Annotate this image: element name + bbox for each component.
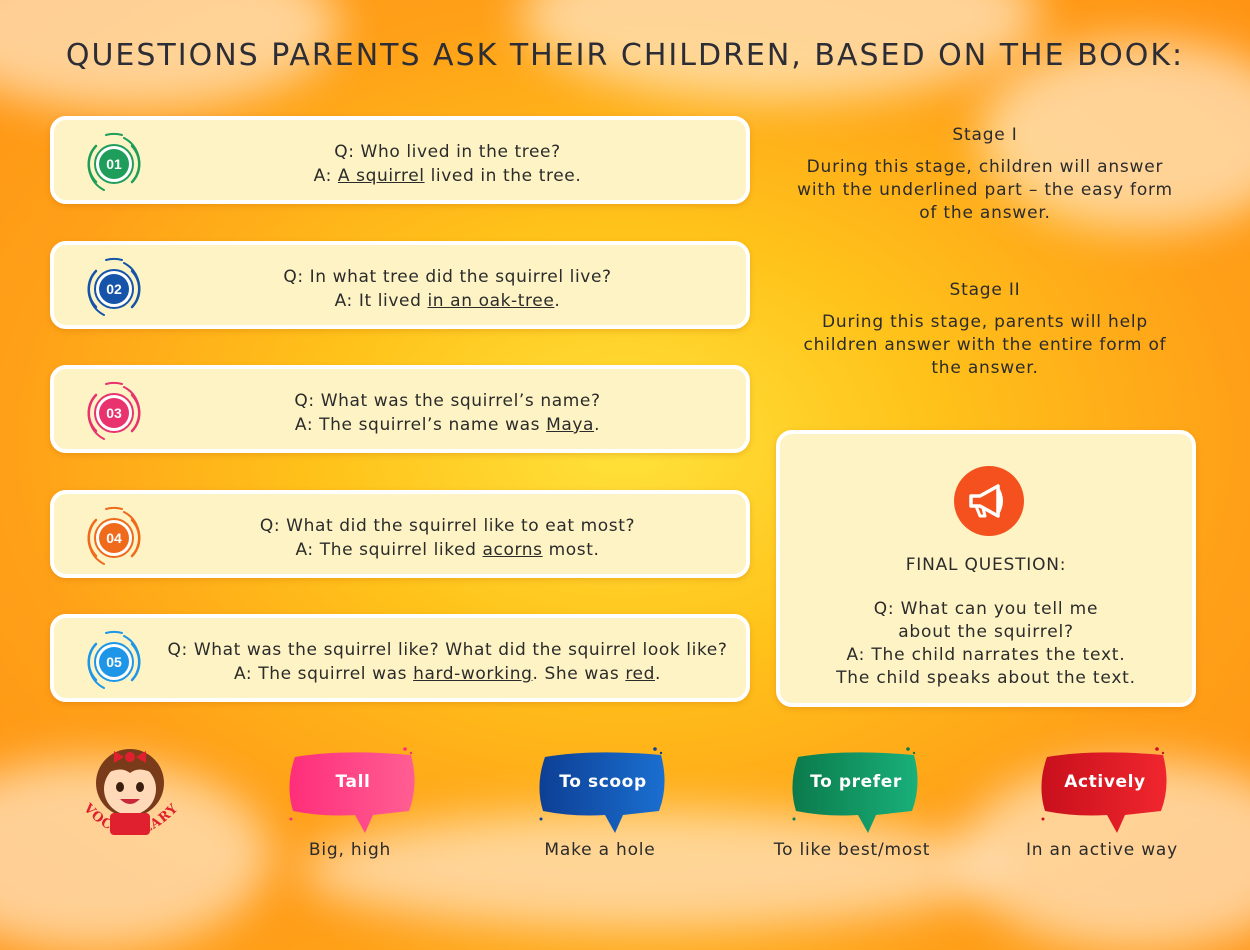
question-number: 01: [106, 156, 122, 172]
answer-middle: . She was: [532, 664, 626, 684]
speech-bubble-icon: [283, 745, 423, 840]
question-text: [149, 140, 746, 188]
megaphone-icon: [954, 466, 1024, 536]
answer-underlined: acorns: [482, 540, 543, 560]
answer-underlined: A squirrel: [337, 166, 425, 186]
vocabulary-definition: In an active way: [1025, 840, 1179, 860]
question-text: [149, 389, 746, 437]
question-number: 04: [106, 530, 122, 546]
vocabulary-word: Actively: [1064, 772, 1146, 792]
vocabulary-definition: Make a hole: [544, 840, 656, 860]
number-badge-icon: [82, 506, 146, 570]
answer-underlined: Maya: [546, 415, 595, 435]
question-card: [50, 490, 750, 578]
answer-line: [149, 538, 746, 562]
stage-title: Stage II: [949, 280, 1021, 300]
answer-underlined: hard-working: [413, 664, 533, 684]
number-badge-icon: [82, 381, 146, 445]
answer-prefix: A: The squirrel’s name was: [294, 415, 547, 435]
stage-title: Stage I: [952, 125, 1018, 145]
vocabulary-definition: Big, high: [308, 840, 392, 860]
vocabulary-word: To scoop: [559, 772, 647, 792]
speech-bubble-icon: [786, 745, 926, 840]
answer-prefix: A: The squirrel was: [233, 664, 414, 684]
vocabulary-definition: To like best/most: [773, 840, 931, 860]
final-question-heading: FINAL QUESTION:: [905, 555, 1067, 575]
question-card: [50, 116, 750, 204]
answer-middle: most.: [542, 540, 600, 560]
answer-suffix: .: [655, 664, 662, 684]
question-line: Q: What did the squirrel like to eat most?: [259, 516, 636, 536]
answer-line: [149, 662, 746, 686]
answer-line: [149, 413, 746, 437]
question-line: Q: Who lived in the tree?: [334, 142, 561, 162]
question-text: [149, 638, 746, 686]
stage-two: [780, 279, 1190, 380]
answer-prefix: A: The squirrel liked: [295, 540, 483, 560]
vocabulary-label: VOCABULARY: [80, 800, 182, 840]
question-card: [50, 241, 750, 329]
question-line: Q: What was the squirrel like? What did the squirrel look like?: [167, 640, 728, 660]
speech-bubble-icon: [533, 745, 673, 840]
question-line: Q: What was the squirrel’s name?: [294, 391, 601, 411]
vocabulary-girl-logo: [70, 735, 190, 865]
question-text: [149, 514, 746, 562]
final-answer-line: The child speaks about the text.: [836, 668, 1136, 688]
stage-one: [780, 124, 1190, 225]
question-number: 03: [106, 405, 122, 421]
answer-middle: .: [594, 415, 601, 435]
answer-prefix: A:: [313, 166, 338, 186]
final-question-card: [776, 430, 1196, 707]
answer-line: [149, 164, 746, 188]
answer-middle: lived in the tree.: [424, 166, 582, 186]
number-badge-icon: [82, 132, 146, 196]
vocabulary-word: To prefer: [810, 772, 902, 792]
stage-description: During this stage, children will answer with the underlined part – the easy form of the answer.: [797, 157, 1173, 223]
answer-underlined: red: [625, 664, 656, 684]
final-question-line: Q: What can you tell me: [873, 599, 1099, 619]
question-number: 05: [106, 654, 122, 670]
answer-prefix: A: It lived: [334, 291, 428, 311]
number-badge-icon: [82, 630, 146, 694]
question-number: 02: [106, 281, 122, 297]
final-answer-line: A: The child narrates the text.: [846, 645, 1126, 665]
vocabulary-word: Tall: [335, 772, 371, 792]
stage-description: During this stage, parents will help children answer with the entire form of the answer.: [803, 312, 1167, 378]
answer-underlined: in an oak-tree: [427, 291, 555, 311]
question-text: [149, 265, 746, 313]
answer-middle: .: [554, 291, 561, 311]
page-title: QUESTIONS PARENTS ASK THEIR CHILDREN, BASED ON THE BOOK:: [65, 38, 1185, 73]
question-line: Q: In what tree did the squirrel live?: [283, 267, 612, 287]
question-card: [50, 365, 750, 453]
answer-line: [149, 289, 746, 313]
final-question-body: [780, 598, 1192, 690]
speech-bubble-icon: [1035, 745, 1175, 840]
number-badge-icon: [82, 257, 146, 321]
question-card: [50, 614, 750, 702]
final-question-line: about the squirrel?: [898, 622, 1074, 642]
